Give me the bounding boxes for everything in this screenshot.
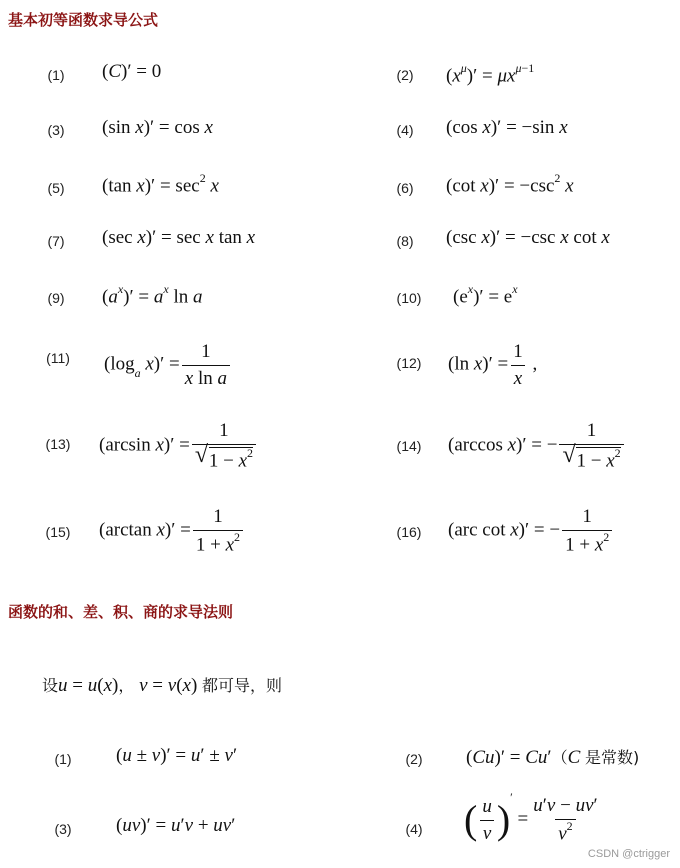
formula-sin: (sin x)′ = cos x [102, 117, 213, 138]
formula-cos: (cos x)′ = −sin x [446, 117, 568, 138]
formula-number: (9) [47, 290, 65, 306]
formula-number: (14) [396, 438, 422, 454]
formula-number: (2) [396, 67, 414, 83]
formula-number: (5) [47, 180, 65, 196]
formula-power: $(x^\mu)' = \mu x^{\mu-1}$ [446, 61, 535, 87]
formula-arccos: (arccos x)′ = − 1 √ $1 - x^2$ [448, 420, 626, 472]
premise-suffix: 都可导，则 [202, 676, 283, 695]
formula-number: (13) [45, 436, 71, 452]
rule-number: (2) [405, 751, 423, 767]
formula-number: (11) [46, 350, 70, 366]
formula-log-a: ($\log_a$ x)′ = $\frac{1}{\text{x ln a}}$ [104, 341, 232, 390]
premise-separator: ， [118, 676, 135, 695]
rule-note-open: （ [551, 748, 568, 767]
formula-number: (15) [45, 524, 71, 540]
watermark: CSDN @ctrigger [587, 848, 670, 860]
formula-csc: (csc x)′ = −csc x cot x [446, 227, 610, 248]
rule-note-text: 是常数) [585, 748, 640, 767]
rule-product: (uv)′ = u′v + uv′ [116, 815, 236, 836]
formula-number: (10) [396, 290, 422, 306]
formula-arccot: (arc cot x)′ = − $\frac{1}{1 + x^2}$ [448, 506, 614, 556]
rule-number: (4) [405, 821, 423, 837]
formula-number: (1) [47, 67, 65, 83]
formula-number: (12) [396, 355, 422, 371]
rule-quotient: ( $\frac{u}{v}$ )′ = $\frac{u'v - uv'}{v^2}$ [464, 790, 598, 845]
formula-number: (3) [47, 122, 65, 138]
formula-number: (4) [396, 122, 414, 138]
formula-number: (16) [396, 524, 422, 540]
formula-number: (7) [47, 233, 65, 249]
formula-exponential-e: $(e^x)' = e^x$ [453, 282, 518, 308]
formula-constant: (C)′ = 0 [102, 61, 162, 82]
formula-arctan: (arctan x)′ = $\frac{1}{1 + x^2}$ [99, 506, 245, 556]
formula-number: (8) [396, 233, 414, 249]
rule-number: (3) [54, 821, 72, 837]
formula-exponential-a: $(a^x)' = a^x$ ln a [102, 282, 203, 308]
premise-prefix: 设 [42, 676, 59, 695]
formula-number: (6) [396, 180, 414, 196]
formula-sec: (sec x)′ = sec x tan x [102, 227, 256, 248]
formula-tan: (tan $x)' = \sec^2 x$ [102, 171, 219, 197]
section-title-differentiation-rules: 函数的和、差、积、商的求导法则 [8, 603, 234, 621]
formula-cot: (cot $x)' = -\csc^2$ x [446, 171, 574, 197]
rule-sum-difference: (u ± v)′ = u′ ± v′ [116, 745, 238, 766]
formula-ln: (ln x)′ = $\frac{1}{x}$ , [448, 341, 538, 389]
formula-arcsin: (arcsin x)′ = 1 √ $1 - x^2$ [99, 420, 258, 472]
rule-constant-multiple: (Cu)′ = Cu′（C 是常数) [466, 747, 640, 768]
rules-premise: 设u = u(x)， v = v(x) 都可导，则 [42, 675, 283, 696]
rule-number: (1) [54, 751, 72, 767]
section-title-derivative-formulas: 基本初等函数求导公式 [8, 11, 159, 29]
